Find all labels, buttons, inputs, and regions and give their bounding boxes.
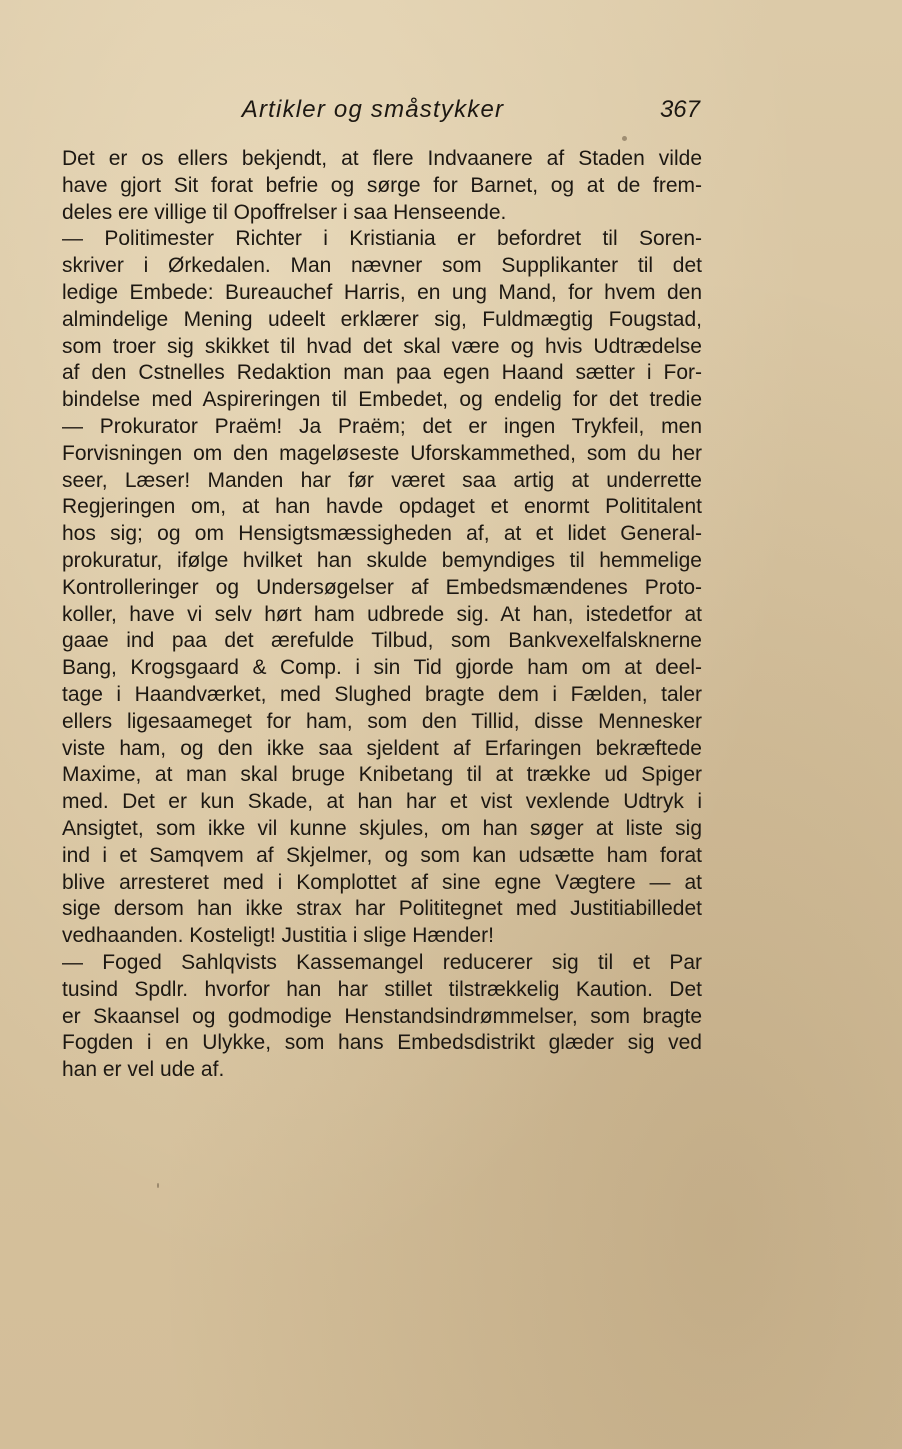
running-head [62,96,704,130]
text-line: Kontrolleringer og Undersøgelser af Embedsmændenes Proto- [62,575,702,599]
body-text [62,146,702,1084]
text-line: sige dersom han ikke strax har Polititegnet med Justitiabilledet [62,897,702,921]
text-line: bindelse med Aspireringen til Embedet, og endelig for det tredie [62,388,702,412]
ink-speck [157,1183,159,1188]
text-line: skriver i Ørkedalen. Man nævner som Supplikanter til det [62,254,702,278]
text-line: — Politimester Richter i Kristiania er befordret til Soren- [62,227,702,251]
text-line: gaae ind paa det ærefulde Tilbud, som Bankvexelfalsknerne [62,629,702,653]
text-line: viste ham, og den ikke saa sjeldent af Erfaringen bekræftede [62,736,702,760]
text-line: seer, Læser! Manden har før været saa artig at underrette [62,468,702,492]
text-line: Ansigtet, som ikke vil kunne skjules, om han søger at liste sig [62,816,702,840]
text-line: vedhaanden. Kosteligt! Justitia i slige Hænder! [62,924,494,948]
text-line: ledige Embede: Bureauchef Harris, en ung Mand, for hvem den [62,280,702,304]
page-number: 367 [659,96,700,123]
text-line: Bang, Krogsgaard & Comp. i sin Tid gjorde ham om at deel- [62,656,702,680]
text-line: Forvisningen om den mageløseste Uforskammethed, som du her [62,441,702,465]
text-line: Maxime, at man skal bruge Knibetang til at trække ud Spiger [62,763,702,787]
text-line: Regjeringen om, at han havde opdaget et enormt Polititalent [62,495,702,519]
text-line: blive arresteret med i Komplottet af sine egne Vægtere — at [62,870,702,894]
text-line: have gjort Sit forat befrie og sørge for Barnet, og at de frem- [62,173,702,197]
text-line: han er vel ude af. [62,1058,225,1082]
text-line: af den Cstnelles Redaktion man paa egen Haand sætter i For- [62,361,702,385]
ink-speck [622,136,627,141]
text-line: Fogden i en Ulykke, som hans Embedsdistrikt glæder sig ved [62,1031,702,1055]
text-line: almindelige Mening udeelt erklærer sig, Fuldmægtig Fougstad, [62,307,702,331]
text-line: — Foged Sahlqvists Kassemangel reducerer sig til et Par [62,950,702,974]
text-line: hos sig; og om Hensigtsmæssigheden af, at et lidet General- [62,522,702,546]
running-title: Artikler og småstykker [241,96,505,123]
text-line: som troer sig skikket til hvad det skal være og hvis Udtrædelse [62,334,702,358]
text-line: ellers ligesaameget for ham, som den Tillid, disse Mennesker [62,709,702,733]
text-line: med. Det er kun Skade, at han har et vist vexlende Udtryk i [62,790,702,814]
text-line: tusind Spdlr. hvorfor han har stillet tilstrækkelig Kaution. Det [62,977,702,1001]
text-line: Det er os ellers bekjendt, at flere Indvaanere af Staden vilde [62,147,702,170]
text-line: — Prokurator Praëm! Ja Praëm; det er ingen Trykfeil, men [62,414,702,438]
text-line: deles ere villige til Opoffrelser i saa Henseende. [62,200,507,224]
text-line: prokuratur, ifølge hvilket han skulde bemyndiges til hemmelige [62,548,702,572]
text-line: er Skaansel og godmodige Henstandsindrømmelser, som bragte [62,1004,702,1028]
text-line: ind i et Samqvem af Skjelmer, og som kan udsætte ham forat [62,843,702,867]
text-line: tage i Haandværket, med Slughed bragte dem i Fælden, taler [62,682,702,706]
text-line: koller, have vi selv hørt ham udbrede sig. At han, istedetfor at [62,602,702,626]
